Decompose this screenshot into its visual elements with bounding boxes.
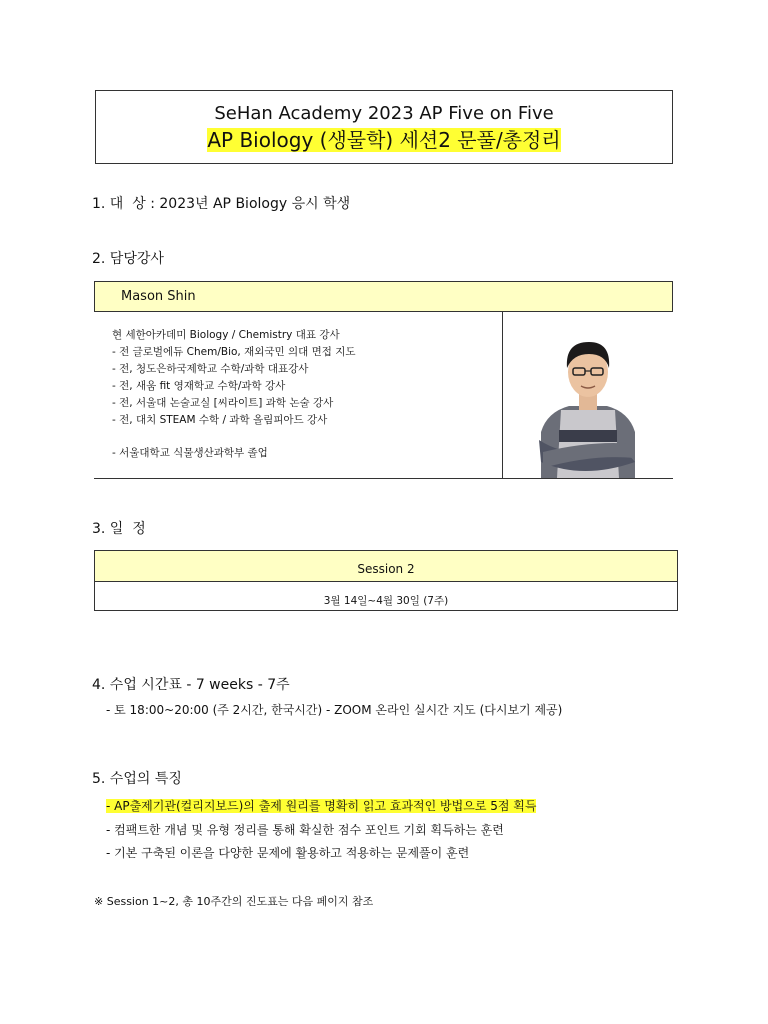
career-item: - 전, 청도은하국제학교 수학/과학 대표강사 — [112, 363, 309, 375]
instructor-name: Mason Shin — [121, 289, 196, 304]
schedule-header — [95, 551, 677, 582]
section-1-target: 1. 대 상 : 2023년 AP Biology 응시 학생 — [92, 196, 351, 212]
footnote: ※ Session 1~2, 총 10주간의 진도표는 다음 페이지 참조 — [94, 895, 374, 908]
section-2-heading: 2. 담당강사 — [92, 251, 164, 267]
feature-item-text: - AP출제기관(컬리지보드)의 출제 원리를 명확히 읽고 효과적인 방법으로 5점 획득 — [106, 799, 537, 813]
career-item: 현 세한아카데미 Biology / Chemistry 대표 강사 — [112, 329, 340, 341]
schedule-body — [95, 582, 677, 610]
schedule-detail: - 토 18:00~20:00 (주 2시간, 한국시간) - ZOOM 온라인 실시간 지도 (다시보기 제공) — [106, 703, 563, 717]
career-item: - 전, 새움 fit 영재학교 수학/과학 강사 — [112, 380, 286, 392]
instructor-portrait-image — [503, 312, 673, 479]
section-3-heading: 3. 일 정 — [92, 521, 146, 537]
section-5-heading: 5. 수업의 특징 — [92, 771, 182, 787]
schedule-table — [94, 550, 678, 611]
section-4-heading: 4. 수업 시간표 - 7 weeks - 7주 — [92, 677, 290, 693]
career-item: - 전, 대치 STEAM 수학 / 과학 올림피아드 강사 — [112, 414, 328, 426]
instructor-career — [94, 312, 503, 478]
feature-item — [106, 798, 536, 814]
title-line-1: SeHan Academy 2023 AP Five on Five — [214, 103, 554, 124]
session-title: Session 2 — [357, 562, 415, 576]
title-box — [95, 90, 673, 164]
career-item: - 전 글로벌에듀 Chem/Bio, 재외국민 의대 면접 지도 — [112, 346, 356, 358]
career-item: - 전, 서울대 논술교실 [씨라이트] 과학 논술 강사 — [112, 397, 334, 409]
title-line-2 — [96, 127, 672, 153]
session-dates: 3월 14일~4월 30일 (7주) — [323, 595, 449, 607]
instructor-photo — [503, 312, 673, 478]
title-line-2-text: AP Biology (생물학) 세션2 문풀/총정리 — [207, 128, 561, 152]
feature-item: - 기본 구축된 이론을 다양한 문제에 활용하고 적용하는 문제풀이 훈련 — [106, 846, 470, 860]
instructor-table — [94, 281, 673, 479]
feature-item: - 컴팩트한 개념 및 유형 정리를 통해 확실한 점수 포인트 기회 획득하는 훈련 — [106, 823, 504, 837]
career-item: - 서울대학교 식물생산과학부 졸업 — [112, 447, 268, 459]
instructor-header — [94, 282, 673, 312]
